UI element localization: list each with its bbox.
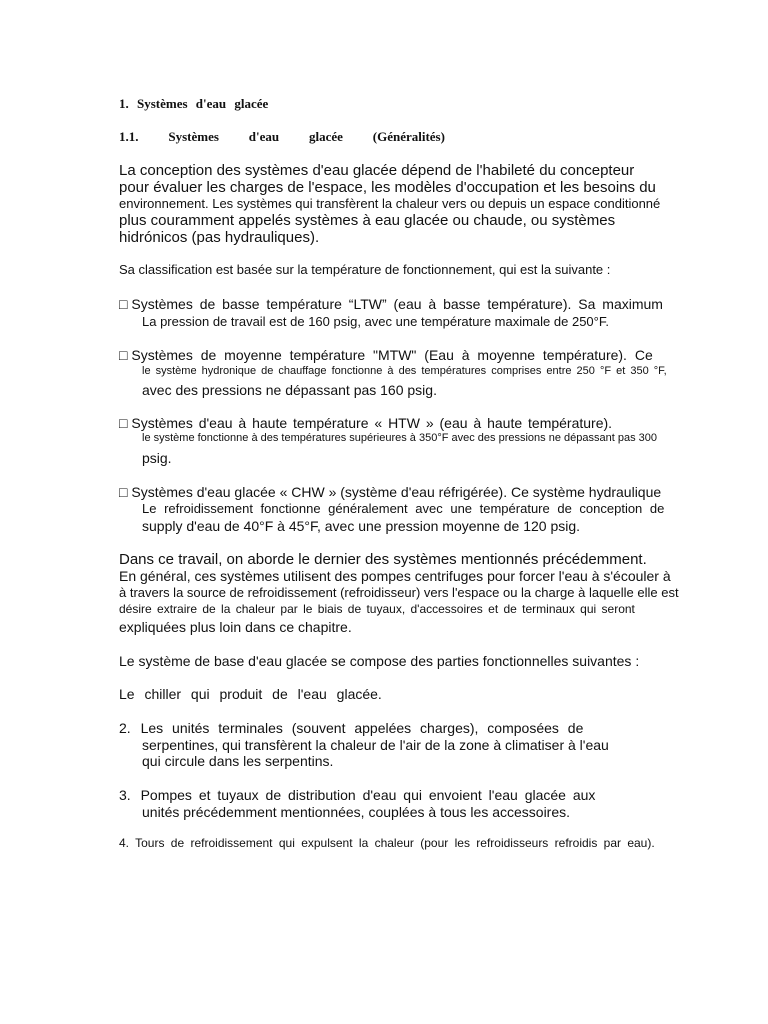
list-item <box>119 720 583 736</box>
subsection-word: glacée <box>308 129 343 144</box>
subsection-word: d'eau <box>248 129 280 144</box>
base-system-line: Le système de base d'eau glacée se compose des parties fonctionnelles suivantes : <box>119 653 640 669</box>
subsection-word: Systèmes <box>168 129 219 144</box>
bullet-text: Systèmes d'eau à haute température « HTW » (eau à haute température). <box>131 415 613 431</box>
bullet-box-icon: □ <box>119 347 128 363</box>
bullet-line <box>119 296 663 312</box>
bullet-line <box>119 347 653 363</box>
list-number: 2. <box>119 720 131 736</box>
bullet-text: Systèmes de basse température “LTW” (eau à basse température). Sa maximum <box>131 296 663 312</box>
section-heading <box>119 96 268 112</box>
bullet-box-icon: □ <box>119 415 128 431</box>
bullet-line <box>119 415 612 431</box>
intro-line: pour évaluer les charges de l'espace, les modèles d'occupation et les besoins du <box>119 179 656 196</box>
work-line: à travers la source de refroidissement (refroidisseur) vers l'espace ou la charge à laquelle elle est <box>119 585 679 600</box>
intro-line: environnement. Les systèmes qui transfèrent la chaleur vers ou depuis un espace conditionné <box>119 196 661 211</box>
bullet-continuation: psig. <box>142 450 172 466</box>
intro-line: plus couramment appelés systèmes à eau glacée ou chaude, ou systèmes <box>119 212 616 229</box>
work-line: désire extraire de la chaleur par le biais de tuyaux, d'accessoires et de terminaux qui seront <box>119 602 635 616</box>
list-continuation: unités précédemment mentionnées, couplées à tous les accessoires. <box>142 804 571 820</box>
bullet-continuation: La pression de travail est de 160 psig, avec une température maximale de 250°F. <box>142 314 609 329</box>
work-line: expliquées plus loin dans ce chapitre. <box>119 619 352 635</box>
section-title: Systèmes d'eau glacée <box>137 96 269 111</box>
list-continuation: serpentines, qui transfèrent la chaleur de l'air de la zone à climatiser à l'eau <box>142 737 609 753</box>
bullet-line <box>119 484 661 500</box>
bullet-continuation: le système hydronique de chauffage fonctionne à des températures comprises entre 250 °F et 350 °F, <box>142 365 667 377</box>
bullet-text: Systèmes d'eau glacée « CHW » (système d'eau réfrigérée). Ce système hydraulique <box>131 484 662 500</box>
bullet-continuation: Le refroidissement fonctionne généralement avec une température de conception de <box>142 501 665 516</box>
subsection-word: (Généralités) <box>372 129 445 144</box>
intro-line: La conception des systèmes d'eau glacée dépend de l'habileté du concepteur <box>119 162 635 179</box>
bullet-continuation: supply d'eau de 40°F à 45°F, avec une pression moyenne de 120 psig. <box>142 518 581 534</box>
subsection-heading <box>119 129 445 145</box>
work-line: Dans ce travail, on aborde le dernier des systèmes mentionnés précédemment. <box>119 551 647 568</box>
list-text: Les unités terminales (souvent appelées charges), composées de <box>140 720 584 736</box>
list-continuation: qui circule dans les serpentins. <box>142 753 334 769</box>
list-item: 4. Tours de refroidissement qui expulsent la chaleur (pour les refroidisseurs refroidis par eau). <box>119 836 655 850</box>
subsection-number: 1.1. <box>119 129 139 144</box>
bullet-text: Systèmes de moyenne température "MTW" (Eau à moyenne température). Ce <box>131 347 653 363</box>
chiller-line: Le chiller qui produit de l'eau glacée. <box>119 686 382 702</box>
list-text: Pompes et tuyaux de distribution d'eau qui envoient l'eau glacée aux <box>140 787 596 803</box>
classification-line: Sa classification est basée sur la température de fonctionnement, qui est la suivante : <box>119 262 611 277</box>
list-item <box>119 787 595 803</box>
bullet-box-icon: □ <box>119 484 128 500</box>
section-number: 1. <box>119 96 129 111</box>
bullet-box-icon: □ <box>119 296 128 312</box>
list-number: 3. <box>119 787 131 803</box>
work-line: En général, ces systèmes utilisent des pompes centrifuges pour forcer l'eau à s'écouler à <box>119 568 671 584</box>
bullet-continuation: le système fonctionne à des températures supérieures à 350°F avec des pressions ne dépassant pas 300 <box>142 432 657 444</box>
intro-line: hidrónicos (pas hydrauliques). <box>119 229 320 246</box>
bullet-continuation: avec des pressions ne dépassant pas 160 psig. <box>142 382 437 398</box>
